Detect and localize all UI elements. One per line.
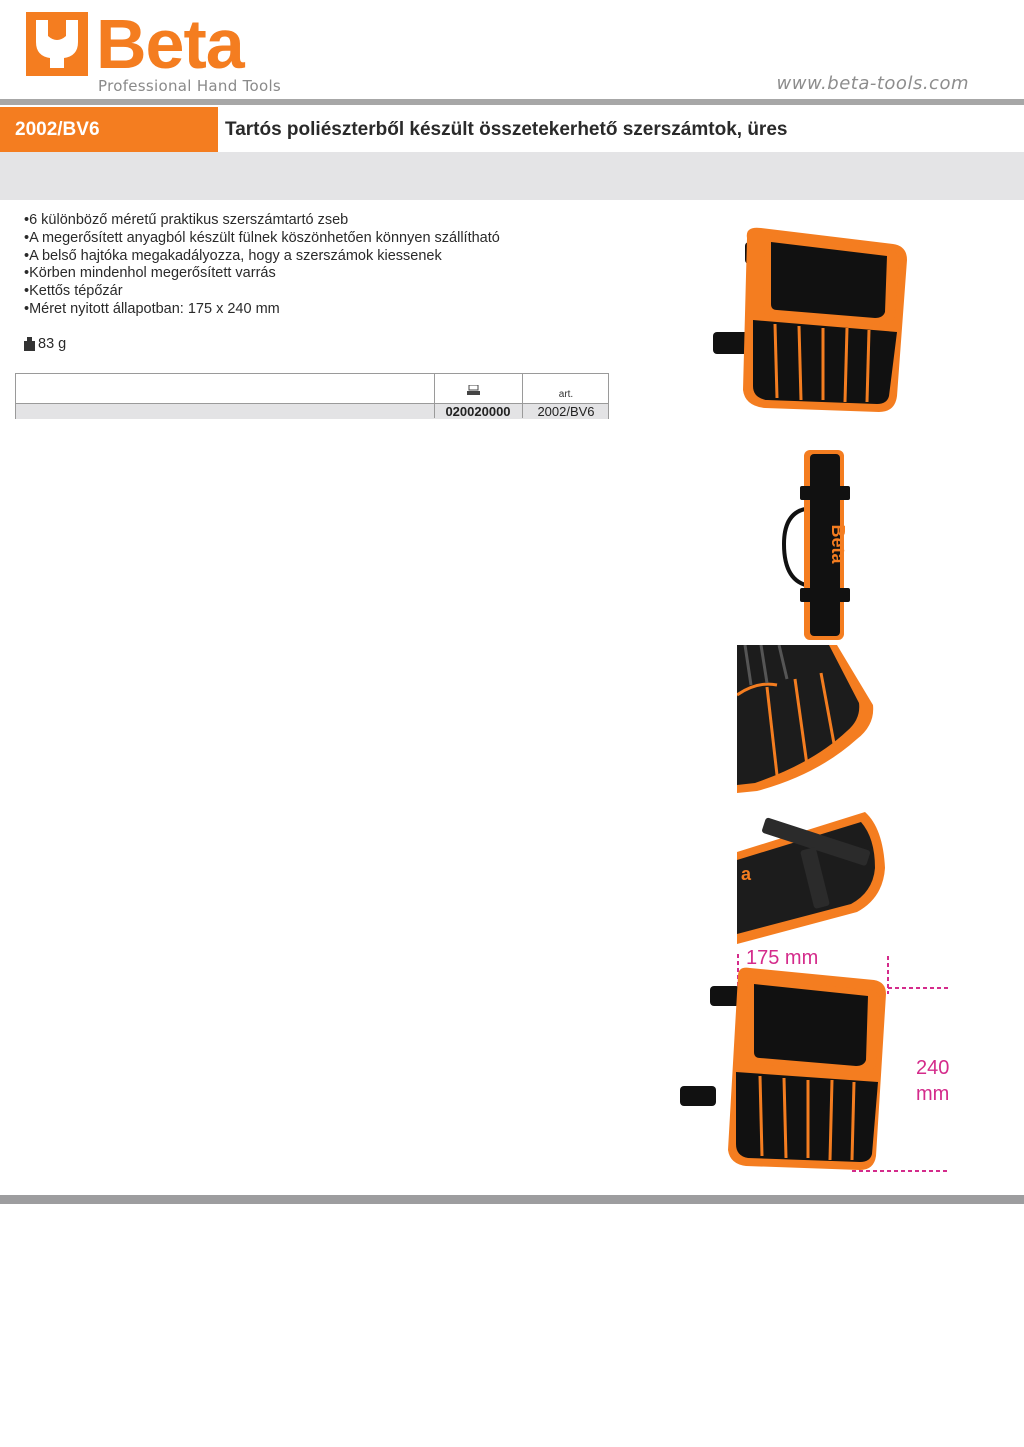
feature-item: • A belső hajtóka megakadályozza, hogy a szerszámok kiessenek <box>24 248 500 266</box>
column-divider <box>434 374 435 418</box>
feature-list <box>24 212 500 319</box>
article-cell: 2002/BV6 <box>537 404 595 419</box>
height-dimension-unit: mm <box>916 1083 950 1105</box>
beta-logo <box>26 5 326 96</box>
header-divider <box>0 99 1024 105</box>
product-code-box <box>0 107 218 152</box>
height-dimension-value: 240 <box>916 1057 950 1079</box>
code-number-cell: 020020000 <box>445 404 511 419</box>
feature-item: • Körben mindenhol megerősített varrás <box>24 265 500 283</box>
width-dimension-label: 175 mm <box>746 947 819 969</box>
product-image-dimensions <box>676 946 956 1176</box>
footer-divider <box>0 1195 1024 1204</box>
weight-info <box>24 336 66 352</box>
svg-text:a: a <box>741 864 752 884</box>
product-image-open <box>705 220 920 420</box>
product-code: 2002/BV6 <box>15 119 100 140</box>
table-header-row <box>16 374 608 403</box>
feature-item: • 6 különböző méretű praktikus szerszámtartó zseb <box>24 212 500 230</box>
product-image-strap <box>737 808 887 944</box>
spec-table <box>15 373 609 419</box>
product-title: Tartós poliészterből készült összetekerhető szerszámtok, üres <box>225 119 788 140</box>
wrench-logo-icon <box>26 12 88 76</box>
title-band <box>0 152 1024 200</box>
barcode-icon <box>467 385 480 395</box>
feature-item: • Kettős tépőzár <box>24 283 500 301</box>
feature-item: • A megerősített anyagból készült fülnek köszönhetően könnyen szállítható <box>24 230 500 248</box>
brand-tagline: Professional Hand Tools <box>98 77 282 95</box>
column-divider <box>522 374 523 418</box>
product-image-pockets <box>737 645 877 795</box>
website-link[interactable]: www.beta-tools.com <box>776 73 969 94</box>
brand-name: Beta <box>96 5 244 83</box>
table-row <box>16 403 608 419</box>
weight-icon <box>24 337 35 351</box>
product-image-rolled <box>780 448 855 642</box>
dimension-drawing <box>676 946 956 1176</box>
feature-item: • Méret nyitott állapotban: 175 x 240 mm <box>24 301 500 319</box>
svg-text:Beta: Beta <box>828 524 848 564</box>
art-header: art. <box>558 389 574 400</box>
weight-value: 83 g <box>38 336 67 352</box>
